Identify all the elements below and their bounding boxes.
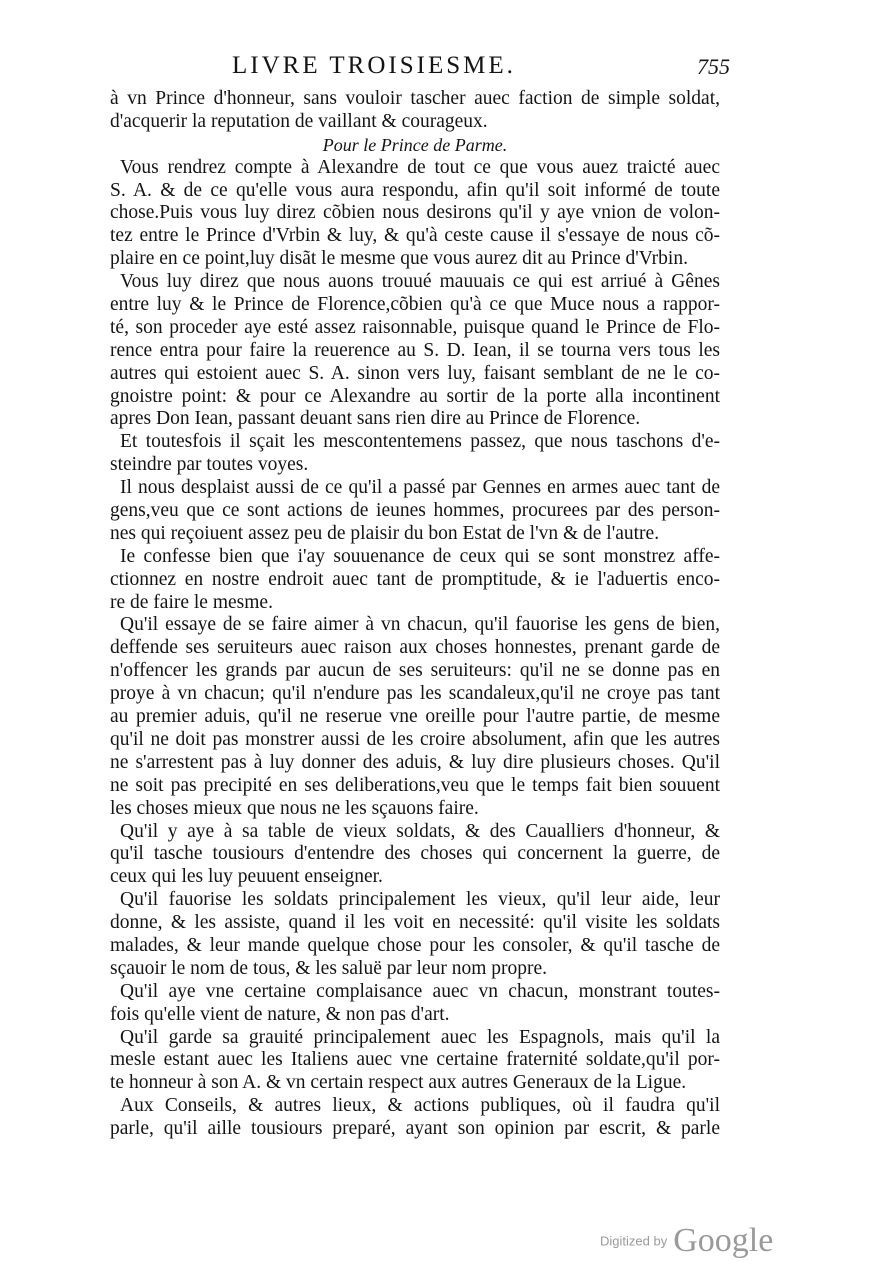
text-line: fois qu'elle vient de nature, & non pas d'art. (110, 1003, 450, 1025)
text-line: gens,veu que ce sont actions de ieunes hommes, procurees par des person- (110, 500, 720, 522)
text-line: Ie confesse bien que i'ay souuenance de ceux qui se sont monstrez affe- (120, 545, 720, 567)
text-line: Qu'il aye vne certaine complaisance auec vn chacun, monstrant toutes- (120, 980, 720, 1002)
section-heading: Pour le Prince de Parme. (322, 134, 508, 155)
text-line: Vous rendrez compte à Alexandre de tout ce que vous auez traicté auec (120, 156, 720, 178)
text-line: nes qui reçoiuent assez peu de plaisir du bon Estat de l'vn & de l'autre. (110, 522, 660, 544)
text-line: au premier aduis, qu'il ne reserue vne oreille pour l'autre partie, de mesme (110, 706, 720, 728)
text-line: chose.Puis vous luy direz cõbien nous desirons qu'il y aye vnion de volon- (110, 202, 720, 224)
text-line: Qu'il essaye de se faire aimer à vn chacun, qu'il fauorise les gens de bien, (120, 614, 720, 636)
text-line: qu'il ne doit pas monstrer aussi de les croire absolument, afin que les autres (110, 728, 720, 750)
text-line: les choses mieux que nous ne les sçauons faire. (110, 797, 479, 819)
text-line: plaire en ce point,luy disãt le mesme que vous aurez dit au Prince d'Vrbin. (110, 248, 688, 270)
text-line: mesle estant auec les Italiens auec vne certaine fraternité soldate,qu'il por- (110, 1049, 720, 1071)
page-number: 755 (697, 54, 730, 79)
text-line: Qu'il y aye à sa table de vieux soldats, & des Caualliers d'honneur, & (120, 820, 720, 842)
text-line: ceux qui les luy peuuent enseigner. (110, 866, 383, 888)
text-line: Qu'il fauorise les soldats principalement les vieux, qu'il leur aide, leur (120, 889, 720, 911)
text-line: Et toutesfois il sçait les mescontentemens passez, que nous taschons d'e- (120, 431, 720, 453)
running-title: LIVRE TROISIESME. (232, 52, 516, 79)
page-header (140, 50, 730, 90)
text-line: ne soit pas precipité en ses deliberations,veu que le temps fait bien souuent (110, 774, 720, 796)
text-line: malades, & leur mande quelque chose pour les consoler, & qu'il tasche de (110, 934, 720, 956)
digitized-watermark (600, 1222, 773, 1262)
text-line: sçauoir le nom de tous, & les saluë par leur nom propre. (110, 957, 548, 979)
google-logo: Google (673, 1222, 774, 1259)
text-line: donne, & les assiste, quand il les voit en necessité: qu'il visite les soldats (110, 912, 720, 934)
text-line: tez entre le Prince d'Vrbin & luy, & qu'à ceste cause il s'essaye de nous cõ- (110, 225, 720, 247)
text-line: Aux Conseils, & autres lieux, & actions publiques, où il faudra qu'il (120, 1095, 720, 1117)
text-line: proye à vn chacun; qu'il n'endure pas les scandaleux,qu'il ne croye pas tant (110, 683, 720, 705)
text-line: steindre par toutes voyes. (110, 454, 309, 476)
text-line: autres qui estoient auec S. A. sinon vers luy, faisant semblant de ne le co- (110, 362, 720, 384)
text-line: rence entra pour faire la reuerence au S. D. Iean, il se tourna vers tous les (110, 339, 720, 361)
text-line: Vous luy direz que nous auons trouué mauuais ce qui est arriué à Gênes (120, 271, 720, 293)
text-line: te honneur à son A. & vn certain respect aux autres Generaux de la Ligue. (110, 1072, 687, 1094)
text-line: re de faire le mesme. (110, 591, 273, 613)
text-line: entre luy & le Prince de Florence,cõbien qu'à ce que Muce nous a rappor- (110, 294, 720, 316)
text-line: deffende ses seruiteurs auec raison aux choses honnestes, prenant garde de (110, 637, 720, 659)
digitized-by-label: Digitized by (600, 1233, 668, 1249)
text-line: n'offencer les grands par aucun de ses seruiteurs: qu'il ne se donne pas en (110, 660, 720, 682)
text-line: Il nous desplaist aussi de ce qu'il a passé par Gennes en armes auec tant de (120, 477, 720, 499)
text-line: ctionnez en nostre endroit auec tant de promptitude, & ie l'aduertis enco- (110, 568, 720, 590)
text-line: ne s'arrestent pas à luy donner des aduis, & luy dire plusieurs choses. Qu'il (110, 751, 720, 773)
text-line: Qu'il garde sa grauité principalement auec les Espagnols, mais qu'il la (120, 1026, 720, 1048)
text-line: S. A. & de ce qu'elle vous aura respondu, afin qu'il soit informé de toute (110, 179, 720, 201)
text-line: gnoistre point: & pour ce Alexandre au sortir de la porte alla incontinent (110, 385, 720, 407)
text-line: d'acquerir la reputation de vaillant & courageux. (110, 110, 488, 132)
body-text (110, 88, 720, 1141)
text-line: à vn Prince d'honneur, sans vouloir tascher auec faction de simple soldat, (110, 88, 720, 109)
text-line: apres Don Iean, passant deuant sans rien dire au Prince de Florence. (110, 408, 641, 430)
text-line: té, son proceder aye esté assez raisonnable, puisque quand le Prince de Flo- (110, 316, 720, 338)
text-line: qu'il tasche tousiours d'entendre des choses qui concernent la guerre, de (110, 843, 720, 865)
text-line: parle, qu'il aille tousiours preparé, ayant son opinion par escrit, & parle (110, 1118, 720, 1140)
